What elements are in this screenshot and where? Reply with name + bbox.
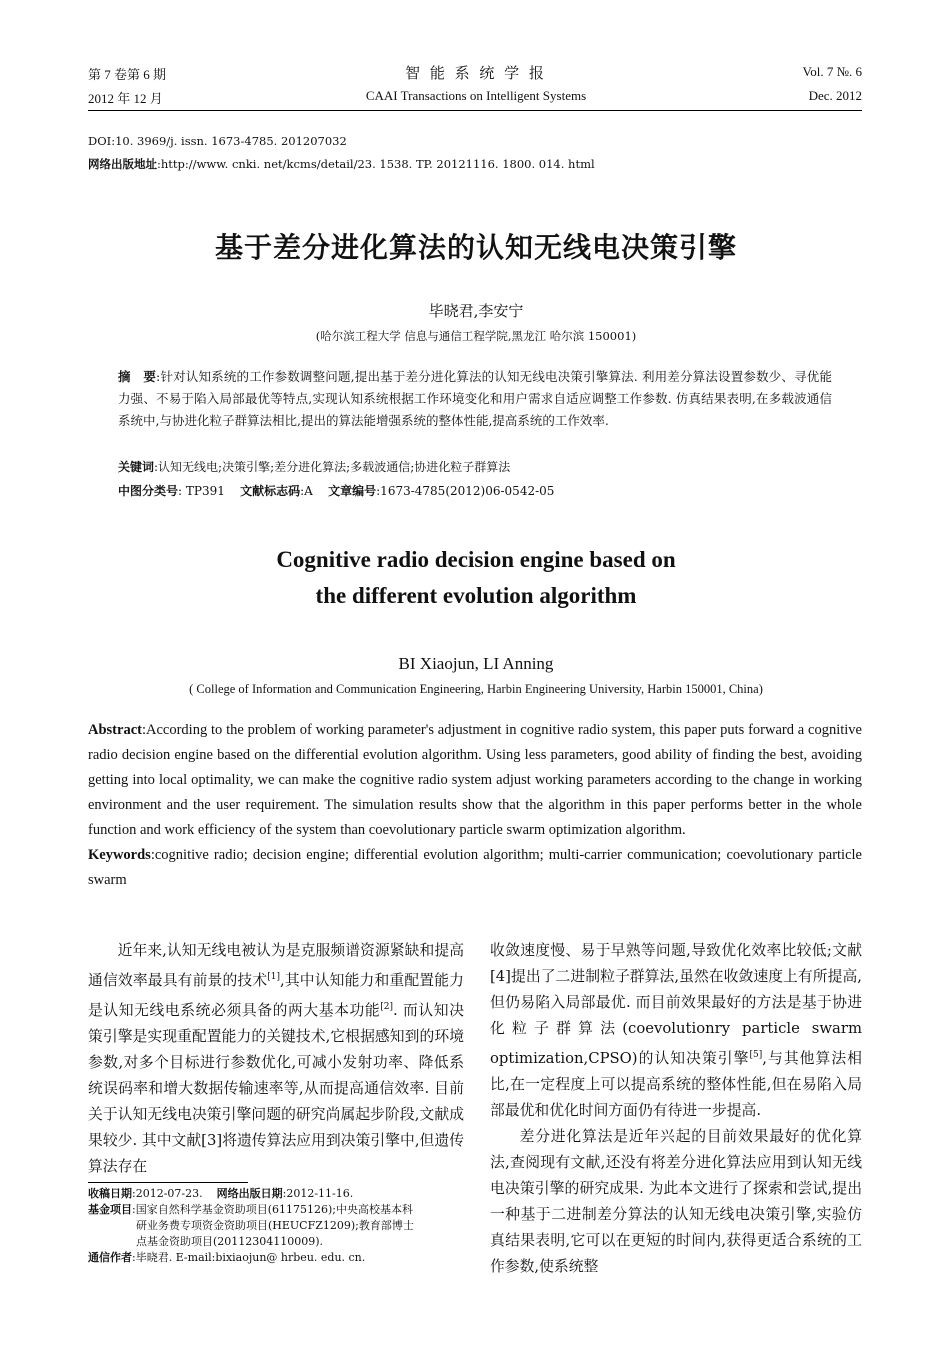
affiliation-cn: (哈尔滨工程大学 信息与通信工程学院,黑龙江 哈尔滨 150001): [315, 329, 637, 343]
title-en-line2: the different evolution algorithm: [315, 583, 637, 608]
doc-code-label: 文献标志码: [240, 484, 301, 498]
fund-text-1: :国家自然科学基金资助项目(61175126);中央高校基本科: [132, 1203, 413, 1216]
citation-5: [5]: [749, 1050, 763, 1060]
footnote-corresponding: [88, 1250, 464, 1266]
header-issue: 第 7 卷第 6 期: [88, 67, 167, 82]
keywords-en-para: [88, 843, 862, 893]
body-paragraph: [88, 938, 464, 1180]
online-url: [88, 156, 595, 172]
body-column-right: [490, 938, 862, 1280]
body-paragraph: [490, 938, 862, 1124]
title-cn: 基于差分进化算法的认知无线电决策引擎: [214, 231, 737, 264]
body-text: ,与其他算法相比,在一定程度上可以提高系统的整体性能,但在易陷入局部最优和优化时间方面仍有待进一步提高.: [490, 1049, 862, 1119]
keywords-cn: [118, 458, 832, 475]
fund-text-3: 点基金资助项目(20112304110009).: [136, 1235, 324, 1248]
journal-name-en: CAAI Transactions on Intelligent Systems: [365, 88, 587, 103]
body-text: 收敛速度慢、易于早熟等问题,导致优化效率比较低;文献[4]提出了二进制粒子群算法,虽然在收敛速度上有所提高,但仍易陷入局部最优. 而目前效果最好的方法是基于协进化粒子群算法(coevolutionry particle swarm optimization,CPSO)的认知决策引擎: [490, 942, 862, 1067]
citation-1: [1]: [267, 972, 281, 982]
title-en: [0, 542, 952, 614]
footnote-dates: [88, 1186, 464, 1202]
clc-label: 中图分类号: [118, 484, 179, 498]
citation-2: [2]: [380, 1001, 394, 1012]
article-no-value: :1673-4785(2012)06-0542-05: [376, 484, 555, 498]
abstract-en-text: :According to the problem of working parameter's adjustment in cognitive radio system, this paper puts forward a cognitive radio decision engine based on the differential evolution algorithm. Using less parameters, good ability of finding the best, avoiding getting into local optimality, we can make the cognitive radio system adjust working parameters according to the change in working environment and the user requirement. The simulation results show that the algorithm in this paper performs better in the whole function and work efficiency of the system than coevolutionary particle swarm optimization algorithm.: [88, 722, 862, 838]
abstract-cn-label: 摘 要: [118, 369, 157, 384]
body-column-left: [88, 938, 464, 1180]
doi: DOI:10. 3969/j. issn. 1673-4785. 201207032: [88, 134, 347, 148]
classification-line: [118, 482, 832, 499]
body-text: ,其中认知能力和重配置能力是认知无线电系统必须具备的两大基本功能: [88, 971, 464, 1019]
url-label: 网络出版地址: [88, 157, 157, 171]
keywords-cn-label: 关键词: [118, 460, 155, 474]
journal-name-cn: 智 能 系 统 学 报: [405, 66, 547, 82]
abstract-en-para: [88, 718, 862, 843]
article-no-label: 文章编号: [328, 484, 377, 498]
header-date-en: Dec. 2012: [808, 88, 862, 103]
keywords-en-label: Keywords: [88, 847, 151, 863]
footnote-fund: [88, 1202, 464, 1218]
title-en-line1: Cognitive radio decision engine based on: [276, 547, 676, 572]
online-date: :2012-11-16.: [282, 1187, 354, 1200]
keywords-en-text: :cognitive radio; decision engine; differential evolution algorithm; multi-carrier communication; coevolutionary particle swarm: [88, 847, 862, 888]
received-date: :2012-07-23.: [132, 1187, 203, 1200]
abstract-en: [88, 718, 862, 893]
abstract-en-label: Abstract: [88, 722, 142, 738]
abstract-cn-text: :针对认知系统的工作参数调整问题,提出基于差分进化算法的认知无线电决策引擎算法. 利用差分算法设置参数少、寻优能力强、不易于陷入局部最优等特点,实现认知系统根据工作环境变化和用户需求自适应调整工作参数. 仿真结果表明,在多载波通信系统中,与协进化粒子群算法相比,提出的算法能增强系统的整体性能,提高系统的工作效率.: [118, 369, 832, 428]
header-rule: [88, 110, 862, 111]
fund-label: 基金项目: [88, 1203, 132, 1216]
received-label: 收稿日期: [88, 1187, 132, 1200]
header-date: 2012 年 12 月: [88, 91, 163, 106]
corresponding-text: :毕晓君. E-mail:bixiaojun@ hrbeu. edu. cn.: [132, 1251, 366, 1264]
clc-value: : TP391: [178, 484, 225, 498]
authors-en: BI Xiaojun, LI Anning: [398, 654, 554, 673]
body-text: 近年来,认知无线电被认为是克服频谱资源紧缺和提高通信效率最具有前景的技术: [88, 942, 464, 989]
abstract-cn: [118, 366, 832, 432]
body-text: . 而认知决策引擎是实现重配置能力的关键技术,它根据感知到的环境参数,对多个目标进行参数优化,可减小发射功率、降低系统误码率和增大数据传输速率等,从而提高通信效率. 目前关于认知无线电决策引擎问题的研究尚属起步阶段,文献成果较少. 其中文献[3]将遗传算法应用到决策引擎中,但遗传算法存在: [88, 1001, 464, 1175]
header-volume: Vol. 7 №. 6: [802, 64, 862, 79]
online-label: 网络出版日期: [216, 1187, 283, 1200]
url-value: :http://www. cnki. net/kcms/detail/23. 1538. TP. 20121116. 1800. 014. html: [157, 157, 595, 171]
footnote: [88, 1186, 464, 1266]
doc-code-value: :A: [300, 484, 313, 498]
keywords-cn-text: :认知无线电;决策引擎;差分进化算法;多载波通信;协进化粒子群算法: [154, 460, 511, 474]
footnote-rule: [88, 1182, 248, 1183]
fund-text-2: 研业务费专项资金资助项目(HEUCFZ1209);教育部博士: [136, 1219, 414, 1232]
authors-cn: 毕晓君,李安宁: [428, 302, 524, 320]
body-paragraph: 差分进化算法是近年兴起的目前效果最好的优化算法,查阅现有文献,还没有将差分进化算法应用到认知无线电决策引擎的研究成果. 为此本文进行了探索和尝试,提出一种基于二进制差分算法的认知无线电决策引擎,实验仿真结果表明,它可以在更短的时间内,获得更适合系统的工作参数,使系统整: [490, 1127, 862, 1275]
affiliation-en: ( College of Information and Communication Engineering, Harbin Engineering University, Harbin 150001, China): [189, 682, 763, 696]
corresponding-label: 通信作者: [88, 1251, 132, 1264]
